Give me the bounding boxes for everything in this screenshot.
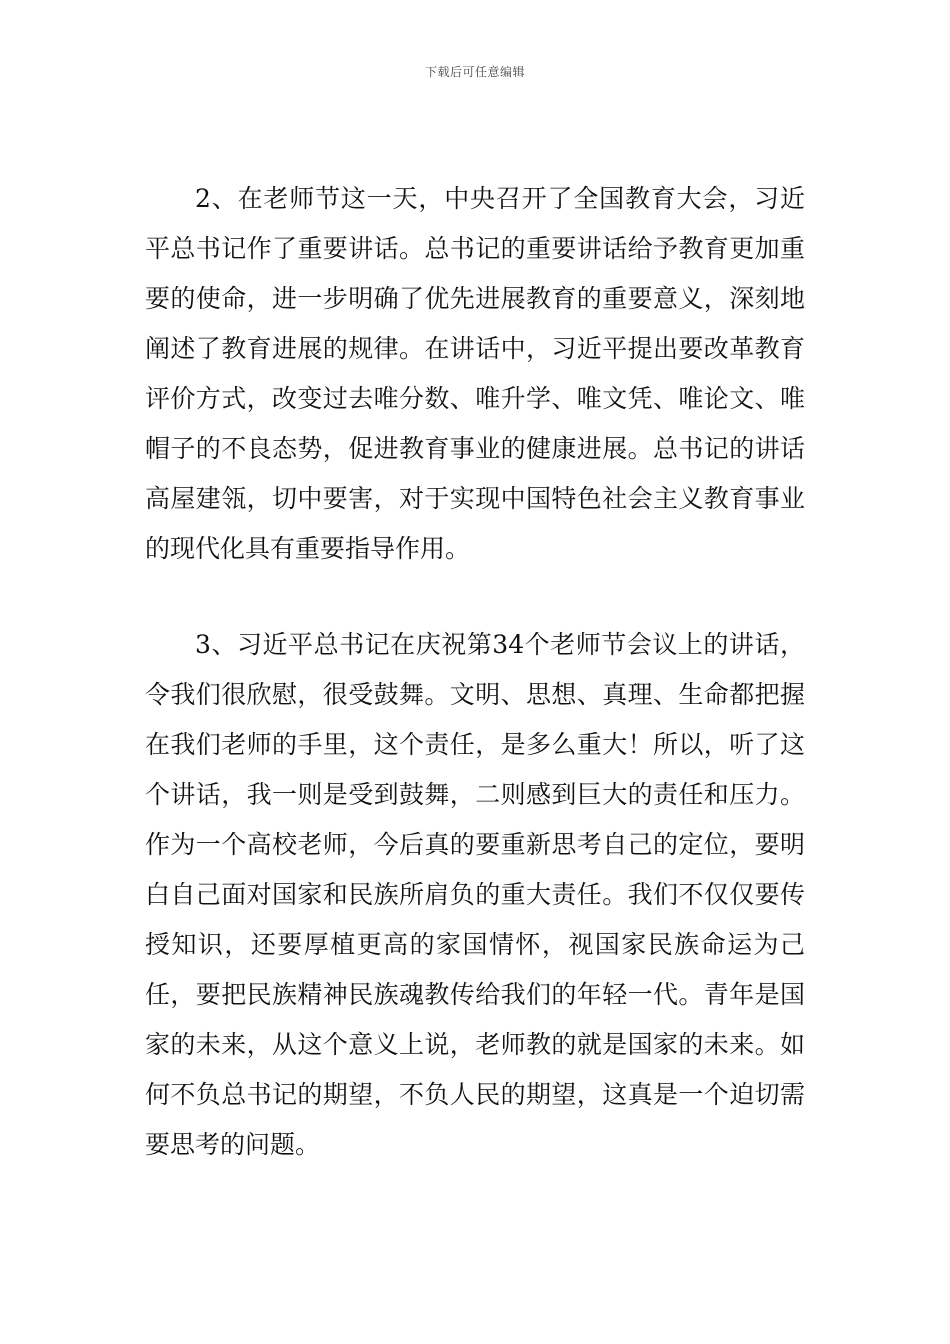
paragraph-2: 2、在老师节这一天，中央召开了全国教育大会，习近平总书记作了重要讲话。总书记的重要讲话给予教育更加重要的使命，进一步明确了优先进展教育的重要意义，深刻地阐述了教育进展的规律。在讲话中，习近平提出要改革教育评价方式，改变过去唯分数、唯升学、唯文凭、唯论文、唯帽子的不良态势，促进教育事业的健康进展。总书记的讲话高屋建瓴，切中要害，对于实现中国特色社会主义教育事业的现代化具有重要指导作用。 <box>145 184 805 563</box>
paragraph-3: 3、习近平总书记在庆祝第34个老师节会议上的讲话，令我们很欣慰，很受鼓舞。文明、思想、真理、生命都把握在我们老师的手里，这个责任，是多么重大！所以，听了这个讲话，我一则是受到鼓舞，二则感到巨大的责任和压力。作为一个高校老师，今后真的要重新思考自己的定位，要明白自己面对国家和民族所肩负的重大责任。我们不仅仅要传授知识，还要厚植更高的家国情怀，视国家民族命运为己任，要把民族精神民族魂教传给我们的年轻一代。青年是国家的未来，从这个意义上说，老师教的就是国家的未来。如何不负总书记的期望，不负人民的期望，这真是一个迫切需要思考的问题。 <box>145 630 805 1159</box>
header-note: 下载后可任意编辑 <box>424 65 525 79</box>
